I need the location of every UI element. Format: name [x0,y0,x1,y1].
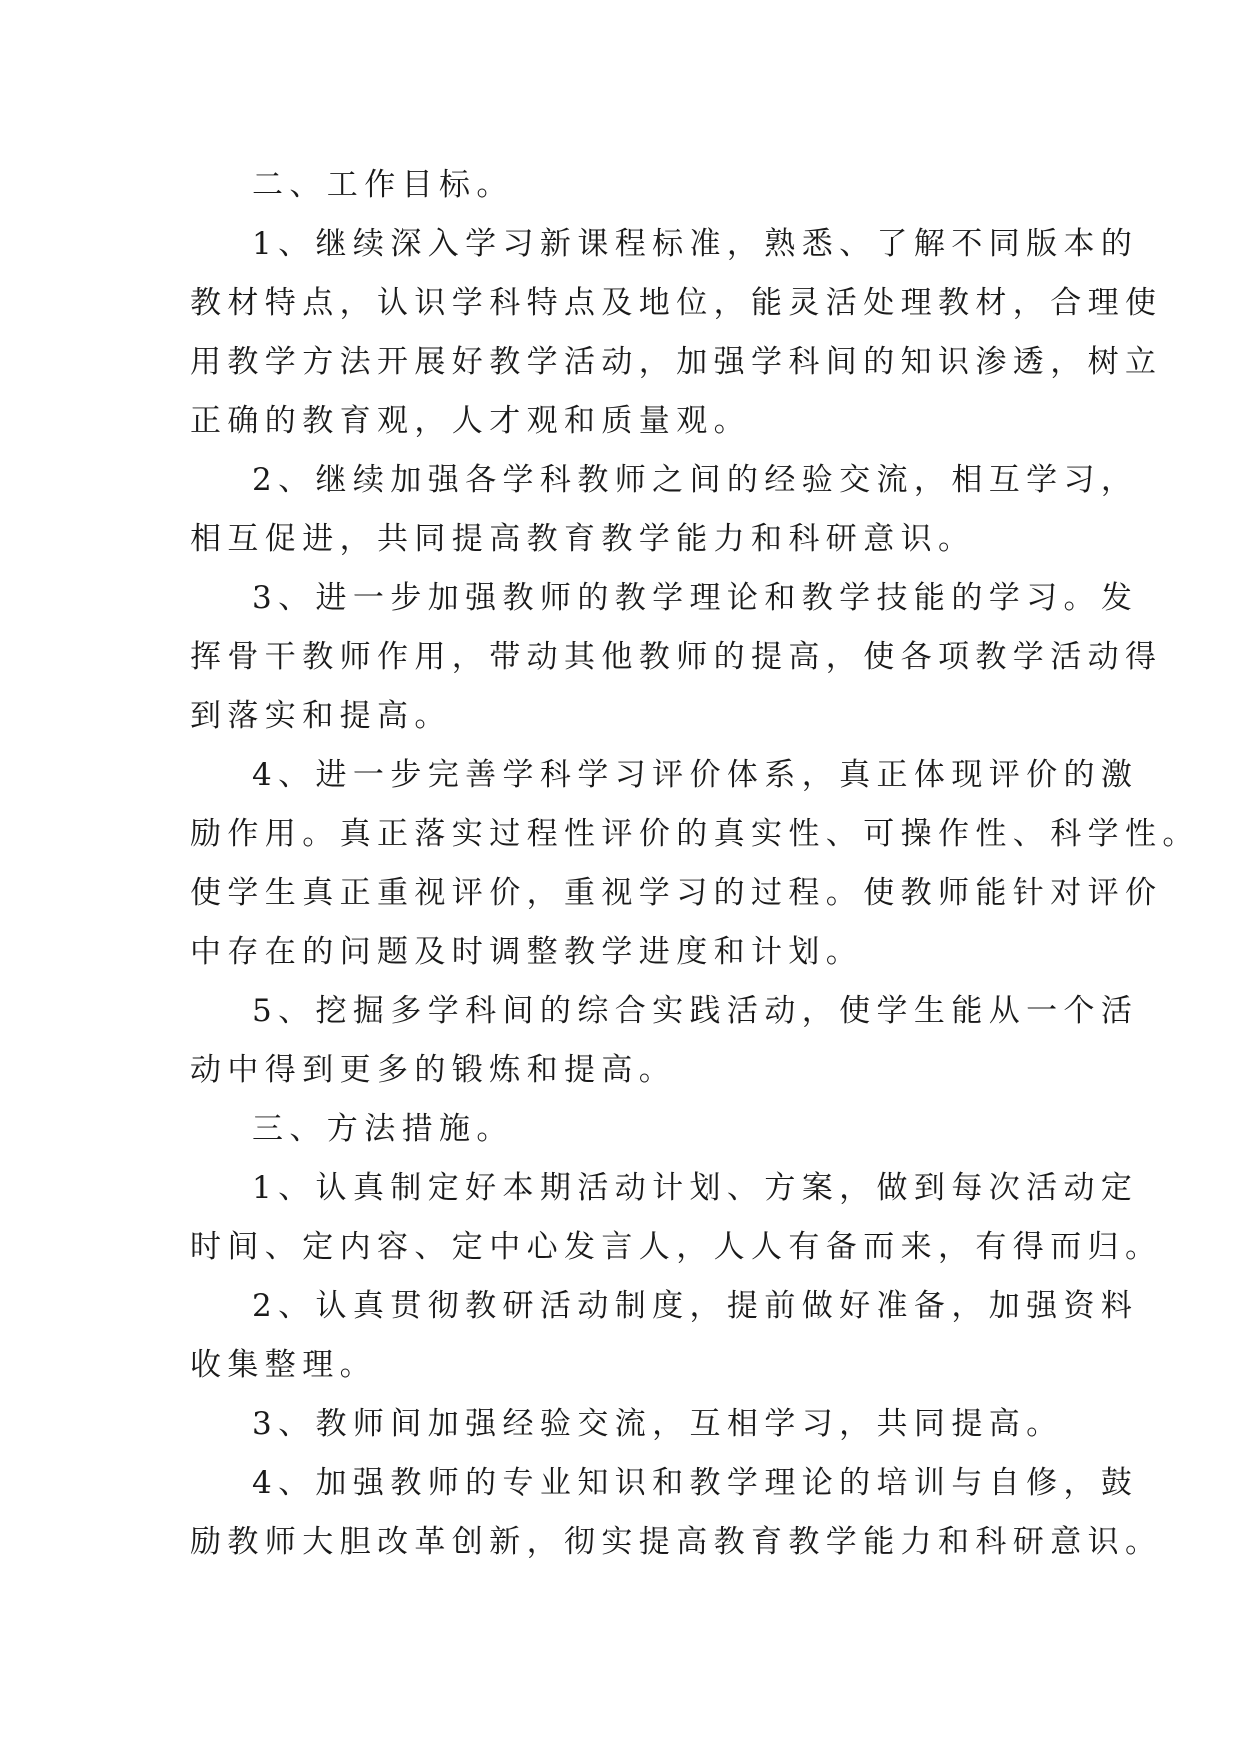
paragraph-line: 励教师大胆改革创新，彻实提高教育教学能力和科研意识。 [190,1524,1163,1560]
paragraph-line: 相互促进，共同提高教育教学能力和科研意识。 [190,521,976,557]
paragraph-line: 1、认真制定好本期活动计划、方案，做到每次活动定 [252,1170,1139,1206]
paragraph-line: 1、继续深入学习新课程标准，熟悉、了解不同版本的 [252,226,1139,262]
paragraph-line: 使学生真正重视评价，重视学习的过程。使教师能针对评价 [190,875,1163,911]
paragraph-line: 时间、定内容、定中心发言人，人人有备而来，有得而归。 [190,1229,1163,1265]
paragraph-line: 收集整理。 [190,1347,377,1383]
heading-methods: 三、方法措施。 [252,1111,514,1147]
paragraph-line: 到落实和提高。 [190,698,452,734]
paragraph-line: 用教学方法开展好教学活动，加强学科间的知识渗透，树立 [190,344,1163,380]
paragraph-line: 5、挖掘多学科间的综合实践活动，使学生能从一个活 [252,993,1139,1029]
paragraph-line: 4、进一步完善学科学习评价体系，真正体现评价的激 [252,757,1139,793]
paragraph-line: 3、进一步加强教师的教学理论和教学技能的学习。发 [252,580,1139,616]
paragraph-line: 2、认真贯彻教研活动制度，提前做好准备，加强资料 [252,1288,1139,1324]
paragraph-line: 中存在的问题及时调整教学进度和计划。 [190,934,864,970]
paragraph-line: 2、继续加强各学科教师之间的经验交流，相互学习， [252,462,1139,498]
heading-work-goals: 二、工作目标。 [252,167,514,203]
paragraph-line: 励作用。真正落实过程性评价的真实性、可操作性、科学性。 [190,816,1200,852]
paragraph-line: 4、加强教师的专业知识和教学理论的培训与自修，鼓 [252,1465,1139,1501]
paragraph-line: 3、教师间加强经验交流，互相学习，共同提高。 [252,1406,1064,1442]
paragraph-line: 动中得到更多的锻炼和提高。 [190,1052,677,1088]
paragraph-line: 正确的教育观，人才观和质量观。 [190,403,751,439]
paragraph-line: 教材特点，认识学科特点及地位，能灵活处理教材，合理使 [190,285,1163,321]
paragraph-line: 挥骨干教师作用，带动其他教师的提高，使各项教学活动得 [190,639,1163,675]
